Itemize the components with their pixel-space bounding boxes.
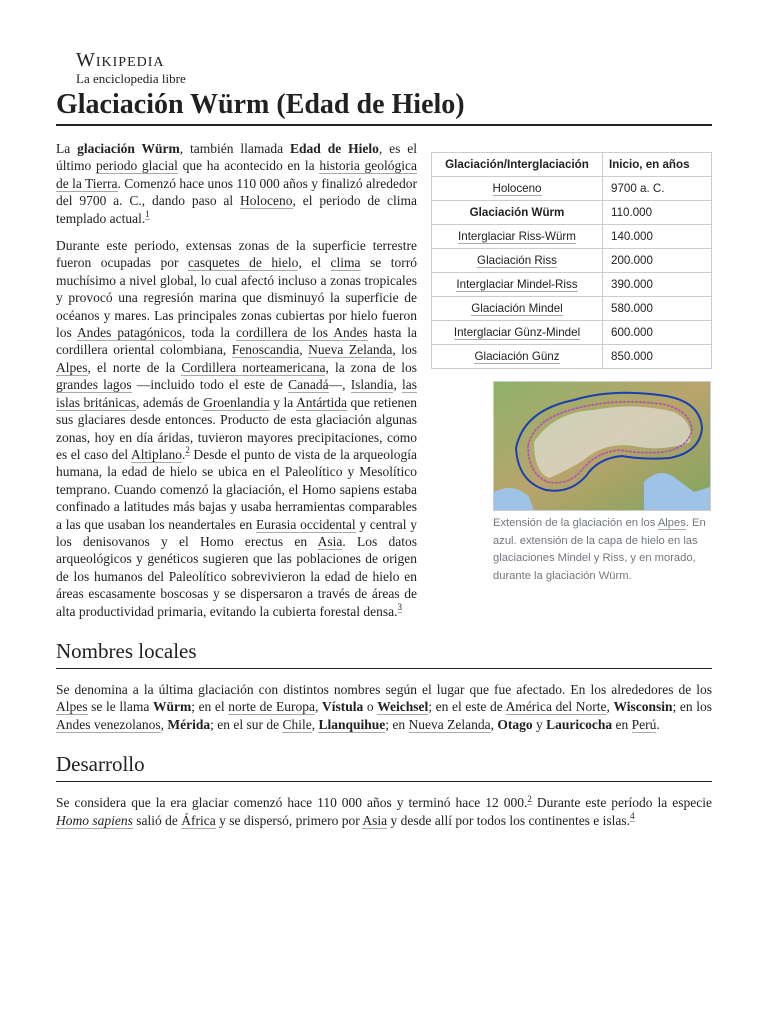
reference-link[interactable]: 3	[397, 602, 402, 613]
link-groenlandia[interactable]: Groenlandia	[203, 394, 270, 410]
link-weichsel[interactable]: Weichsel	[377, 699, 429, 715]
link-canada[interactable]: Canadá	[288, 377, 329, 393]
reference-link[interactable]: 2	[185, 445, 190, 456]
link-andes-venezolanos[interactable]: Andes venezolanos	[56, 716, 161, 732]
link-alpes[interactable]: Alpes	[56, 699, 88, 715]
wikipedia-logo[interactable]	[76, 50, 186, 86]
reference-link[interactable]: 1	[145, 209, 150, 220]
link-glaciacion-mindel[interactable]: Glaciación Mindel	[471, 301, 563, 315]
link-alpes[interactable]: Alpes	[657, 517, 686, 529]
link-peru[interactable]: Perú	[631, 716, 657, 732]
figure	[493, 381, 711, 585]
link-holoceno[interactable]: Holoceno	[492, 181, 542, 195]
paragraph: Durante este periodo, extensas zonas de la superficie terrestre fueron ocupadas por casquetes de hielo, el clima se torró muchísimo a nivel global, lo cual afectó incluso a zonas tropicales y provocó una regresión marina que disminuyó la superficie de océanos y mares. Las principales zonas cubiertas por hielo fueron los Andes patagónicos, toda la cordillera de los Andes hasta la cordillera oriental colombiana, Fenoscandia, Nueva Zelanda, los Alpes, el norte de la Cordillera norteamericana, la zona de los grandes lagos —incluido todo el este de Canadá—, Islandia, las islas británicas, además de Groenlandia y la Antártida que retienen sus glaciares desde entonces. Producto de esta glaciación algunas zonas, hoy en día áridas, tuvieron mayores precipitaciones, como es el caso del Altiplano.$^2$ Desde el punto de vista de la arqueología humana, la edad de hielo se ubica en el Paleolítico y Mesolítico temprano. Cuando comenzó la glaciación, el Homo sapiens estaba confinado a latitudes más bajas y usaba herramientas comparables a las que usaban los neandertales en Eurasia occidental y central y los denisovanos y el Homo erectus en Asia. Los datos arqueológicos y genéticos sugieren que las poblaciones de origen de los humanos del Paleolítico sobrevivieron la edad de hielo en áreas escasamente boscosas y se dispersaron a través de áreas de alta productividad primaria, evitando la cubierta forestal densa.$^3$	[56, 238, 418, 619]
table-cell-start: 9700 a. C.	[603, 177, 712, 201]
link-islas-britanicas[interactable]: las islas británicas	[56, 377, 418, 410]
link-interglaciar-mindel-riss[interactable]: Interglaciar Mindel-Riss	[456, 277, 578, 291]
column-header-glaciation: Glaciación/Interglaciación	[432, 153, 603, 177]
link-glaciacion-riss[interactable]: Glaciación Riss	[477, 253, 557, 267]
table-row	[432, 225, 712, 249]
column-header-start: Inicio, en años	[603, 153, 712, 177]
link-asia[interactable]: Asia	[362, 812, 388, 828]
table-header-row	[432, 153, 712, 177]
link-holoceno[interactable]: Holoceno	[240, 193, 293, 209]
table-row	[432, 177, 712, 201]
table-cell-start: 580.000	[603, 297, 712, 321]
table-row	[432, 273, 712, 297]
link-norte-de-europa[interactable]: norte de Europa	[228, 699, 315, 715]
table-cell-start: 110.000	[603, 201, 712, 225]
link-llanquihue[interactable]: Llanquihue	[318, 716, 386, 732]
link-africa[interactable]: África	[181, 812, 216, 828]
link-eurasia-occidental[interactable]: Eurasia occidental	[255, 516, 356, 532]
section-heading-desarrollo: Desarrollo	[56, 751, 712, 782]
link-nueva-zelanda[interactable]: Nueva Zelanda	[408, 716, 491, 732]
table-row	[432, 321, 712, 345]
link-alpes[interactable]: Alpes	[56, 359, 88, 375]
section-heading-nombres-locales: Nombres locales	[56, 638, 712, 669]
infobox	[431, 152, 712, 585]
link-cordillera-de-los-andes[interactable]: cordillera de los Andes	[235, 325, 368, 341]
link-asia[interactable]: Asia	[317, 533, 343, 549]
logo-wordmark: Wikipedia	[76, 49, 165, 71]
link-historia-geologica[interactable]: historia geológica de la Tierra	[56, 158, 417, 191]
table-row	[432, 345, 712, 369]
link-america-del-norte[interactable]: América del Norte	[505, 699, 607, 715]
table-cell-start: 200.000	[603, 249, 712, 273]
link-glaciacion-gunz[interactable]: Glaciación Günz	[474, 349, 560, 363]
link-cordillera-norteamericana[interactable]: Cordillera norteamericana	[181, 359, 326, 375]
link-nueva-zelanda[interactable]: Nueva Zelanda	[308, 342, 393, 358]
alps-glaciation-map[interactable]	[493, 381, 711, 511]
article-body	[56, 140, 712, 839]
glaciation-table	[431, 152, 712, 369]
link-clima[interactable]: clima	[330, 255, 361, 271]
link-altiplano[interactable]: Altiplano	[130, 446, 182, 462]
link-andes-patagonicos[interactable]: Andes patagónicos	[76, 325, 182, 341]
table-row	[432, 201, 712, 225]
figure-caption: Extensión de la glaciación en los Alpes. En azul. extensión de la capa de hielo en las glaciaciones Mindel y Riss, y en morado, durante la glaciación Würm.	[493, 517, 706, 582]
link-antartida[interactable]: Antártida	[296, 394, 348, 410]
link-interglaciar-riss-wurm[interactable]: Interglaciar Riss-Würm	[458, 229, 576, 243]
link-fenoscandia[interactable]: Fenoscandia	[231, 342, 300, 358]
link-islandia[interactable]: Islandia	[350, 377, 394, 393]
reference-link[interactable]: 2	[527, 793, 532, 804]
link-homo-sapiens[interactable]: Homo sapiens	[56, 812, 133, 828]
paragraph: Se considera que la era glaciar comenzó hace 110 000 años y terminó hace 12 000.$^2$ Durante este período la especie Homo sapiens salió de África y se dispersó, primero por Asia y desde allí por todos los continentes e islas.$^4$	[56, 793, 712, 828]
logo-tagline: La enciclopedia libre	[76, 71, 186, 86]
page-title: Glaciación Würm (Edad de Hielo)	[56, 88, 712, 126]
link-periodo-glacial[interactable]: periodo glacial	[95, 158, 178, 174]
link-chile[interactable]: Chile	[282, 716, 312, 732]
reference-link[interactable]: 4	[630, 811, 635, 822]
table-cell-current-article: Glaciación Würm	[432, 201, 603, 225]
link-casquetes-de-hielo[interactable]: casquetes de hielo	[187, 255, 299, 271]
intro-paragraph: La glaciación Würm, también llamada Edad de Hielo, es el último periodo glacial que ha acontecido en la historia geológica de la Tierra. Comenzó hace unos 110 000 años y finalizó alrededor del 9700 a. C., dando paso al Holoceno, el periodo de clima templado actual.$^1$	[56, 141, 417, 226]
paragraph: Se denomina a la última glaciación con distintos nombres según el lugar que fue afectado. En los alrededores de los Alpes se le llama Würm; en el norte de Europa, Vístula o Weichsel; en el este de América del Norte, Wisconsin; en los Andes venezolanos, Mérida; en el sur de Chile, Llanquihue; en Nueva Zelanda, Otago y Lauricocha en Perú.	[56, 681, 713, 732]
table-cell-start: 140.000	[603, 225, 712, 249]
table-row	[432, 249, 712, 273]
map-image	[494, 382, 710, 510]
table-row	[432, 297, 712, 321]
table-cell-start: 850.000	[603, 345, 712, 369]
link-grandes-lagos[interactable]: grandes lagos	[56, 377, 132, 393]
table-cell-start: 600.000	[603, 321, 712, 345]
table-cell-start: 390.000	[603, 273, 712, 297]
link-interglaciar-gunz-mindel[interactable]: Interglaciar Günz-Mindel	[453, 325, 581, 339]
